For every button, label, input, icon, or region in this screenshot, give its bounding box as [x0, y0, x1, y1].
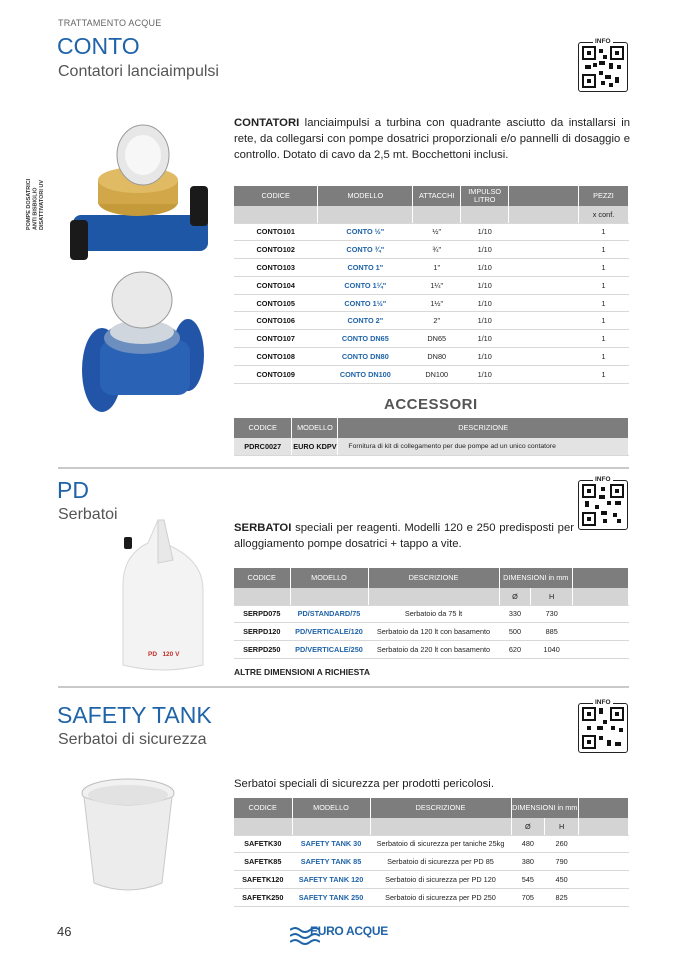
- safety-subtitle: Serbatoi di sicurezza: [58, 731, 207, 748]
- qr-icon: [579, 481, 627, 529]
- page-number: 46: [57, 924, 72, 939]
- col-empty: [509, 186, 579, 206]
- pd-col-dimensioni: DIMENSIONI in mm: [499, 568, 573, 588]
- logo-text: EURO ACQUE: [310, 924, 388, 938]
- table-row: CONTO105 CONTO 1½" 1½" 1/10 1: [234, 294, 629, 312]
- section-divider: [58, 467, 629, 469]
- pezzi-subheader: x conf.: [579, 206, 629, 223]
- col-attacchi: ATTACCHI: [413, 186, 461, 206]
- info-label: INFO: [595, 38, 611, 45]
- table-row: PDRC0027 EURO KDPV Fornitura di kit di collegamento per due pompe ad un unico contatore: [234, 438, 629, 456]
- side-label: [26, 160, 46, 230]
- euro-acque-logo: [290, 920, 398, 946]
- pd-col-modello: MODELLO: [290, 568, 368, 588]
- info-label: INFO: [595, 699, 611, 706]
- safety-col-dimensioni: DIMENSIONI in mm: [511, 798, 579, 818]
- acc-col-codice: CODICE: [234, 418, 292, 438]
- table-row: SAFETK120 SAFETY TANK 120 Serbatoio di sicurezza per PD 120 545 450: [234, 871, 629, 889]
- water-meter-image-small: [68, 120, 210, 268]
- safety-col-empty: [579, 798, 629, 818]
- table-row: SERPD250 PD/VERTICALE/250 Serbatoio da 220 lt con basamento 620 1040: [234, 641, 629, 659]
- col-codice: CODICE: [234, 186, 318, 206]
- table-row: SERPD120 PD/VERTICALE/120 Serbatoio da 120 lt con basamento 500 885: [234, 623, 629, 641]
- conto-table: [234, 186, 629, 384]
- acc-col-modello: MODELLO: [292, 418, 338, 438]
- side-label-3: DISATTIVATORI UV: [39, 179, 45, 230]
- table-row: CONTO106 CONTO 2" 2" 1/10 1: [234, 312, 629, 330]
- qr-code-pd[interactable]: [578, 476, 628, 530]
- qr-icon: [579, 43, 627, 91]
- table-row: CONTO104 CONTO 1¼" 1¼" 1/10 1: [234, 276, 629, 294]
- section-divider: [58, 686, 629, 688]
- table-row: CONTO109 CONTO DN100 DN100 1/10 1: [234, 365, 629, 383]
- pd-note: ALTRE DIMENSIONI A RICHIESTA: [234, 667, 370, 677]
- safety-title: SAFETY TANK: [57, 702, 212, 728]
- accessori-title: ACCESSORI: [384, 396, 478, 413]
- safety-col-descrizione: DESCRIZIONE: [370, 798, 511, 818]
- safety-col-modello: MODELLO: [292, 798, 370, 818]
- water-meter-image-flanged: [80, 270, 205, 428]
- conto-subtitle: Contatori lanciaimpulsi: [58, 63, 219, 80]
- table-row: CONTO108 CONTO DN80 DN80 1/10 1: [234, 348, 629, 366]
- table-row: SERPD075 PD/STANDARD/75 Serbatoio da 75 lt 330 730: [234, 605, 629, 623]
- safety-table: [234, 798, 629, 907]
- conto-desc-rest: lanciaimpulsi a turbina con quadrante asciutto da installarsi in rete, da collegarsi con pompe dosatrici proporzionali e/o pannelli di dosaggio e controllo. Dotato di cavo da 2,5 mt. Bocchettoni inclusi.: [234, 117, 630, 161]
- dim-diameter: Ø: [499, 588, 531, 605]
- pd-subtitle: Serbatoi: [58, 506, 118, 523]
- accessori-table: [234, 418, 629, 456]
- pd-tank-image: [118, 515, 208, 675]
- dim-diameter: Ø: [511, 818, 545, 835]
- table-row: CONTO101 CONTO ½" ½" 1/10 1: [234, 223, 629, 241]
- pd-description: [234, 520, 574, 552]
- col-pezzi: PEZZI: [579, 186, 629, 206]
- pd-col-descrizione: DESCRIZIONE: [368, 568, 499, 588]
- conto-title: CONTO: [57, 33, 140, 59]
- pd-title: PD: [57, 477, 89, 503]
- tank-label: PD 120 V: [148, 651, 180, 658]
- conto-description: [234, 115, 630, 163]
- side-label-2: ANTI BISBIGLIO: [32, 187, 39, 230]
- safety-description: Serbatoi speciali di sicurezza per prodotti pericolosi.: [234, 778, 494, 790]
- acc-col-descrizione: DESCRIZIONE: [338, 418, 629, 438]
- conto-desc-bold: CONTATORI: [234, 117, 300, 129]
- info-label: INFO: [595, 476, 611, 483]
- pd-desc-bold: SERBATOI: [234, 522, 292, 534]
- qr-code-safety[interactable]: [578, 699, 628, 753]
- dim-height: H: [531, 588, 573, 605]
- pd-col-empty: [573, 568, 629, 588]
- table-row: CONTO102 CONTO ¾" ¾" 1/10 1: [234, 241, 629, 259]
- section-label: TRATTAMENTO ACQUE: [58, 18, 162, 28]
- col-modello: MODELLO: [318, 186, 413, 206]
- pd-col-codice: CODICE: [234, 568, 290, 588]
- table-row: CONTO107 CONTO DN65 DN65 1/10 1: [234, 330, 629, 348]
- table-row: SAFETK250 SAFETY TANK 250 Serbatoio di sicurezza per PD 250 705 825: [234, 888, 629, 906]
- table-row: SAFETK30 SAFETY TANK 30 Serbatoio di sicurezza per taniche 25kg 480 260: [234, 835, 629, 853]
- side-label-1: POMPE DOSATRICI: [26, 178, 32, 230]
- col-impulso: IMPULSO LITRO: [461, 186, 509, 206]
- table-row: CONTO103 CONTO 1" 1" 1/10 1: [234, 259, 629, 277]
- qr-code-conto[interactable]: [578, 38, 628, 92]
- table-row: SAFETK85 SAFETY TANK 85 Serbatoio di sicurezza per PD 85 380 790: [234, 853, 629, 871]
- pd-desc-rest: speciali per reagenti. Modelli 120 e 250 predisposti per alloggiamento pompe dosatrici + tappo a vite.: [234, 522, 574, 550]
- safety-col-codice: CODICE: [234, 798, 292, 818]
- dim-height: H: [545, 818, 579, 835]
- pd-table: [234, 568, 629, 659]
- qr-icon: [579, 704, 627, 752]
- safety-tank-image: [78, 775, 178, 895]
